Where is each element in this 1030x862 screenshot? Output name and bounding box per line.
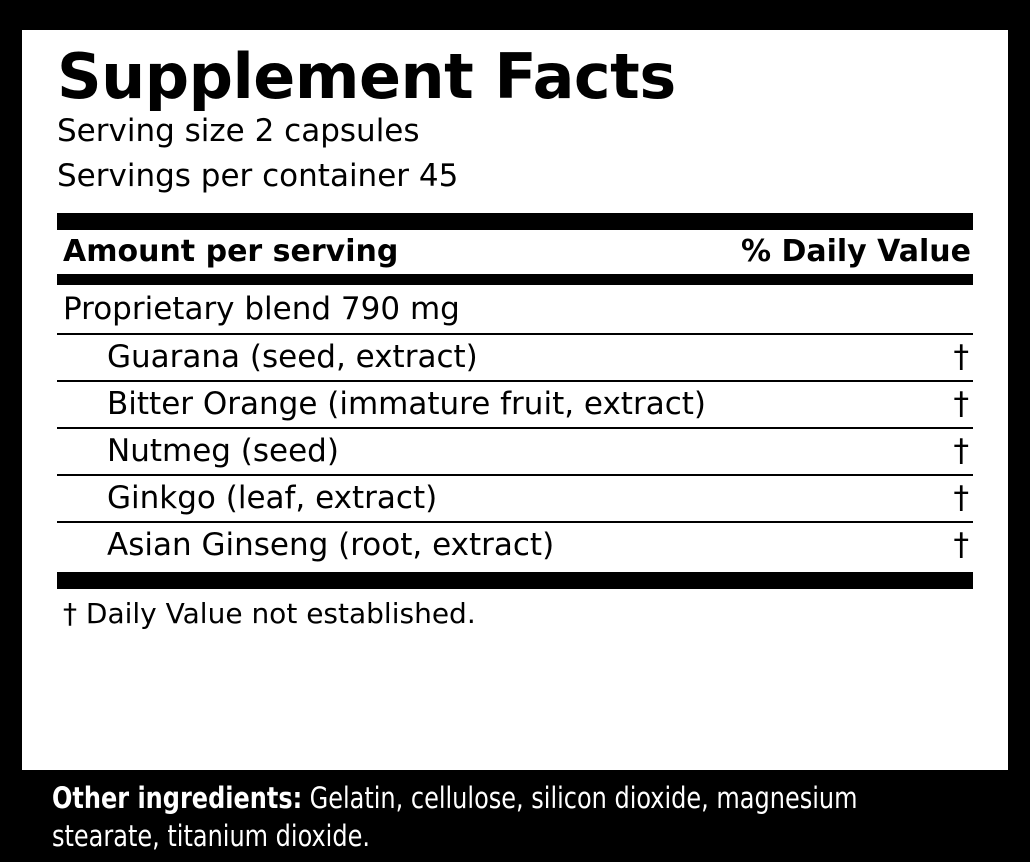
daily-value-header: % Daily Value [740,233,971,269]
page-title: Supplement Facts [57,40,676,113]
table-row [57,474,973,521]
divider-thick-bottom [57,572,973,589]
table-header-row [57,230,973,274]
proprietary-blend-row: Proprietary blend 790 mg [63,290,460,327]
facts-panel-inner [57,40,973,630]
ingredient-name: Nutmeg (seed) [107,432,339,469]
ingredient-name: Bitter Orange (immature fruit, extract) [107,385,706,422]
divider-thick-top [57,213,973,230]
other-ingredients-text: Gelatin, cellulose, silicon dioxide, magnesium stearate, titanium dioxide. [52,781,858,853]
divider-medium [57,274,973,285]
amount-per-serving-header: Amount per serving [63,233,399,269]
daily-value-footnote: † Daily Value not established. [63,596,476,630]
ingredient-name: Guarana (seed, extract) [107,338,478,375]
table-row [57,521,973,568]
ingredient-name: Ginkgo (leaf, extract) [107,479,438,516]
ingredient-name: Asian Ginseng (root, extract) [107,526,555,563]
table-row [57,427,973,474]
servings-per-container: Servings per container 45 [57,158,459,195]
ingredient-daily-value: † [953,385,969,422]
table-row [57,333,973,380]
ingredient-daily-value: † [953,338,969,375]
ingredient-daily-value: † [953,479,969,516]
other-ingredients-block [52,780,1002,855]
other-ingredients-label: Other ingredients: [52,781,303,815]
ingredient-table [57,333,973,568]
table-row [57,380,973,427]
ingredient-daily-value: † [953,432,969,469]
facts-panel [22,30,1008,770]
ingredient-daily-value: † [953,526,969,563]
serving-size: Serving size 2 capsules [57,113,420,150]
